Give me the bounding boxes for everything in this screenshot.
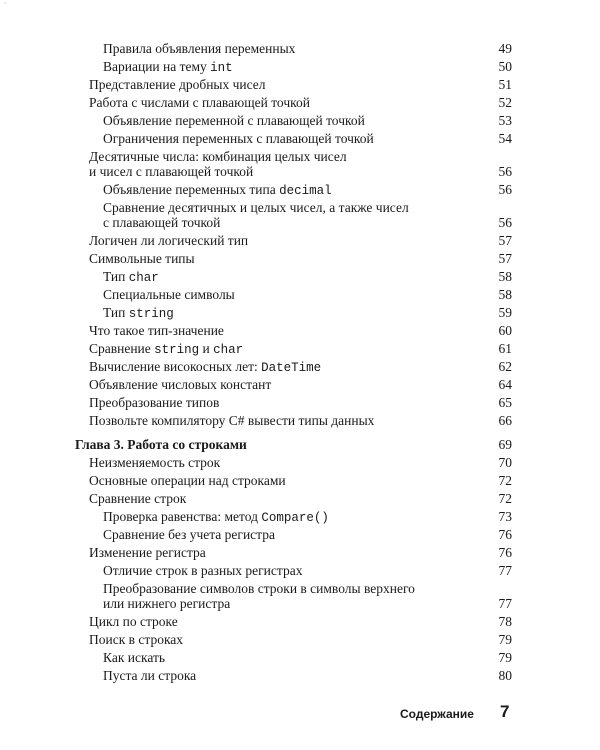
- toc-entry-title: Глава 3. Работа со строками: [75, 437, 247, 452]
- toc-entry-page: 56: [498, 164, 512, 179]
- toc-entry-title: Изменение регистра: [89, 545, 206, 560]
- toc-entry-page: 61: [498, 341, 512, 356]
- toc-entry-title: Позвольте компилятору C# вывести типы данных: [89, 413, 375, 428]
- toc-entry-title: Логичен ли логический тип: [89, 233, 249, 248]
- toc-entry-page: 78: [498, 614, 512, 629]
- toc-entry-page: 58: [498, 287, 512, 302]
- toc-entry-page: 62: [498, 359, 512, 374]
- toc-entry-title: Как искать: [103, 650, 166, 665]
- toc-entry-title: Работа с числами с плавающей точкой: [89, 95, 310, 110]
- page-number: 7: [500, 702, 510, 721]
- toc-entry-title: или нижнего регистра: [103, 596, 231, 611]
- toc-entry-page: 77: [498, 563, 512, 578]
- toc-entry-title: Символьные типы: [89, 251, 195, 266]
- toc-entry-title: и чисел с плавающей точкой: [89, 164, 254, 179]
- toc-entry-title: Вариации на тему int: [103, 59, 233, 75]
- toc-entry-page: 57: [498, 251, 512, 266]
- toc-entry-title: Объявление числовых констант: [89, 377, 272, 392]
- toc-entry-page: 65: [498, 395, 512, 410]
- toc-entry-page: 79: [498, 632, 512, 647]
- toc-entry-title: с плавающей точкой: [103, 215, 221, 230]
- toc-entry-title: Тип char: [103, 269, 159, 285]
- toc-entry-page: 51: [498, 77, 512, 92]
- toc-entry-title: Проверка равенства: метод Compare(): [103, 509, 329, 525]
- toc-entry-title: Сравнение строк: [89, 491, 187, 506]
- toc-entry-title: Поиск в строках: [89, 632, 184, 647]
- toc-entry-title: Что такое тип-значение: [89, 323, 224, 338]
- toc-entry-title: Сравнение десятичных и целых чисел, а также чисел: [103, 200, 409, 215]
- toc-entry-page: 50: [498, 59, 512, 74]
- toc-entry-title: Правила объявления переменных: [103, 41, 296, 56]
- toc-entry-page: 76: [498, 527, 512, 542]
- toc-entry-title: Сравнение string и char: [89, 341, 244, 357]
- toc-entry-title: Неизменяемость строк: [89, 455, 221, 470]
- toc-entry-page: 60: [498, 323, 512, 338]
- toc-entry-page: 76: [498, 545, 512, 560]
- toc-entry-page: 53: [498, 113, 512, 128]
- toc-entry-page: 52: [498, 95, 512, 110]
- toc-entry-title: Отличие строк в разных регистрах: [103, 563, 303, 578]
- toc-entry-title: Сравнение без учета регистра: [103, 527, 275, 542]
- toc-entry-title: Тип string: [103, 305, 174, 321]
- toc-entry-page: 57: [498, 233, 512, 248]
- toc-entry-page: 72: [498, 473, 512, 488]
- toc-entry-page: 80: [498, 668, 512, 683]
- toc-entry-page: 77: [498, 596, 512, 611]
- toc-entry-title: Ограничения переменных с плавающей точкой: [103, 131, 374, 146]
- toc-entry-title: Представление дробных чисел: [89, 77, 266, 92]
- toc-entry-page: 56: [498, 215, 512, 230]
- toc-entry-title: Преобразование символов строки в символы верхнего: [103, 581, 415, 596]
- toc-entry-page: 64: [498, 377, 512, 392]
- toc-entry-page: 56: [498, 182, 512, 197]
- toc-entry-title: Цикл по строке: [89, 614, 178, 629]
- toc-entry-page: 79: [498, 650, 512, 665]
- running-footer-title: Содержание: [400, 707, 474, 721]
- toc-entry-page: 69: [498, 437, 512, 452]
- toc-entry-page: 58: [498, 269, 512, 284]
- toc-entry-page: 70: [498, 455, 512, 470]
- toc-entry-title: Основные операции над строками: [89, 473, 286, 488]
- toc-entry-page: 54: [498, 131, 512, 146]
- toc-entry-title: Пуста ли строка: [103, 668, 197, 683]
- corner-mark: *: [3, 0, 8, 11]
- toc-entry-title: Объявление переменных типа decimal: [103, 182, 332, 198]
- toc-entry-page: 49: [498, 41, 512, 56]
- toc-entry-title: Десятичные числа: комбинация целых чисел: [89, 149, 347, 164]
- toc-entry-title: Преобразование типов: [89, 395, 220, 410]
- toc-entry-page: 73: [498, 509, 512, 524]
- toc-entry-title: Специальные символы: [103, 287, 235, 302]
- toc-entry-page: 72: [498, 491, 512, 506]
- toc-entry-page: 59: [498, 305, 512, 320]
- toc-entry-page: 66: [498, 413, 512, 428]
- toc-entry-title: Вычисление високосных лет: DateTime: [89, 359, 322, 375]
- toc-entry-title: Объявление переменной с плавающей точкой: [103, 113, 365, 128]
